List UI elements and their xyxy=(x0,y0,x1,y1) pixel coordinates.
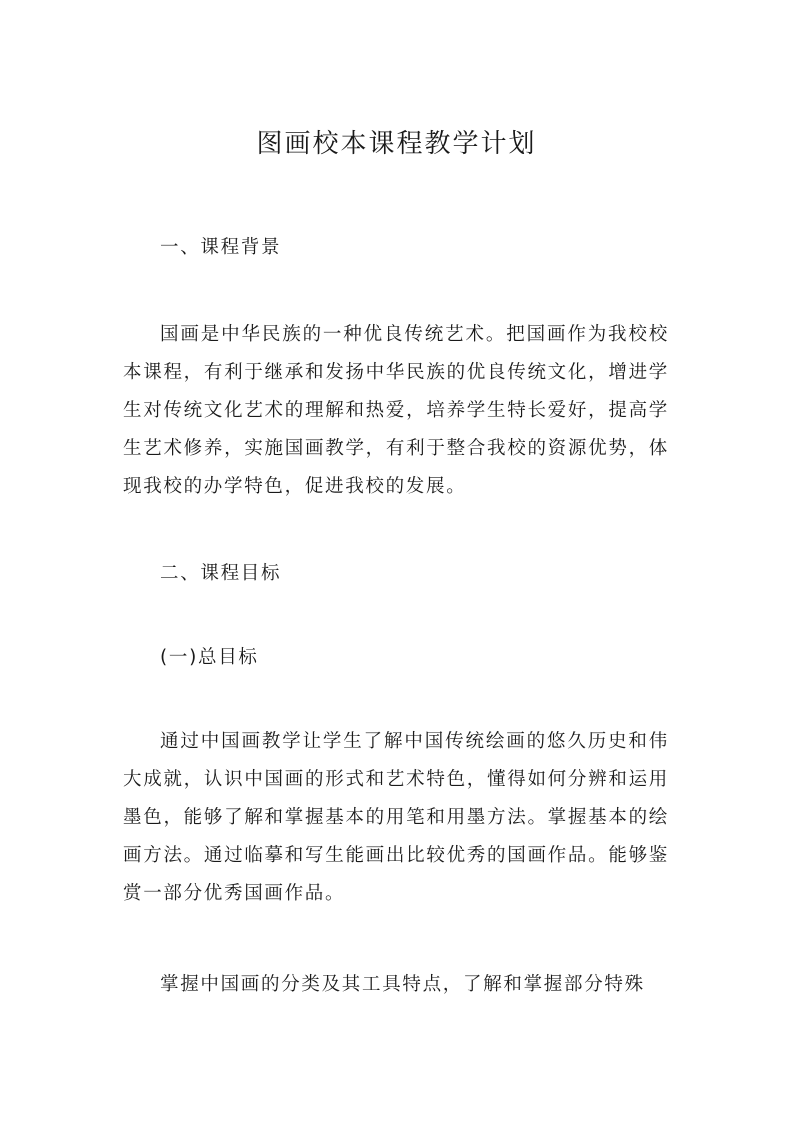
subheading-overall-objective: (一)总目标 xyxy=(160,647,259,668)
document-body xyxy=(123,229,669,1004)
document-title: 图画校本课程教学计划 xyxy=(256,129,537,159)
paragraph-classification: 掌握中国画的分类及其工具特点，了解和掌握部分特殊 xyxy=(160,974,645,995)
paragraph-background: 国画是中华民族的一种优良传统艺术。把国画作为我校校本课程，有利于继承和发扬中华民族的优良传统文化，增进学生对传统文化艺术的理解和热爱，培养学生特长爱好，提高学生艺术修养，实施国画教学，有利于整合我校的资源优势，体现我校的办学特色，促进我校的发展。 xyxy=(123,324,669,497)
section-heading-background: 一、课程背景 xyxy=(160,237,282,258)
paragraph-overall-objective: 通过中国画教学让学生了解中国传统绘画的悠久历史和伟大成就，认识中国画的形式和艺术特色，懂得如何分辨和运用墨色，能够了解和掌握基本的用笔和用墨方法。掌握基本的绘画方法。通过临摹和写生能画出比较优秀的国画作品。能够鉴赏一部分优秀国画作品。 xyxy=(123,731,669,904)
section-heading-objectives: 二、课程目标 xyxy=(160,563,282,584)
